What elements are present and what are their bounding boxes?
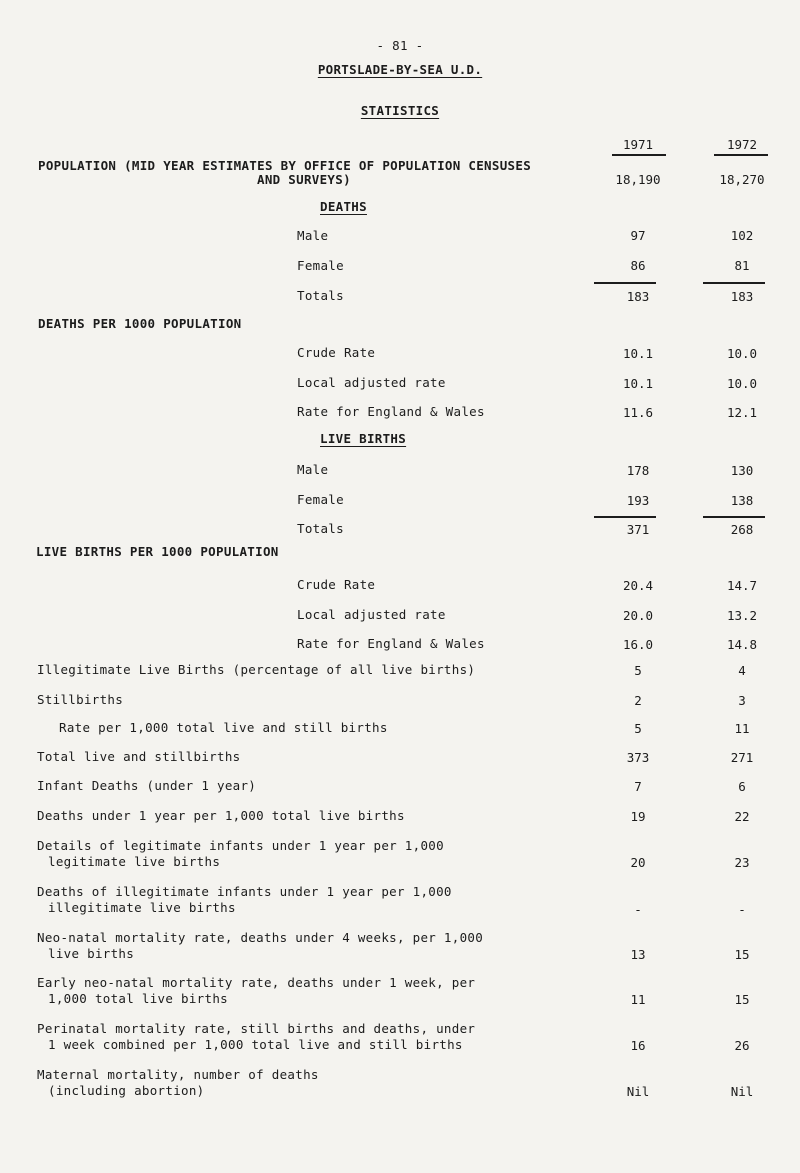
deaths-male-label: Male [297,228,329,243]
deaths-england-label: Rate for England & Wales [297,404,485,419]
maternal-label-1: Maternal mortality, number of deaths [37,1067,319,1082]
deaths-totals-1972: 183 [730,289,754,304]
illegit-births-1972: 4 [738,663,746,678]
deaths-female-label: Female [297,258,344,273]
total-live-still-1972: 271 [730,750,754,765]
births-local-1971: 20.0 [622,608,654,623]
legit-infants-1972: 23 [734,855,750,870]
births-male-label: Male [297,462,329,477]
births-england-label: Rate for England & Wales [297,636,485,651]
births-heading: LIVE BIRTHS [320,431,407,446]
births-female-label: Female [297,492,344,507]
early-neonatal-1972: 15 [734,992,750,1007]
births-england-1972: 14.8 [726,637,758,652]
births-local-label: Local adjusted rate [297,607,446,622]
deaths-under1-1972: 22 [734,809,750,824]
deaths-crude-1972: 10.0 [726,346,758,361]
perinatal-1972: 26 [734,1038,750,1053]
births-female-1971: 193 [626,493,650,508]
deaths-under1-1971: 19 [630,809,646,824]
deaths-female-1971: 86 [630,258,646,273]
deaths-male-1971: 97 [630,228,646,243]
stillbirths-1972: 3 [738,693,746,708]
births-male-1972: 130 [730,463,754,478]
total-live-still-1971: 373 [626,750,650,765]
legit-infants-label-2: legitimate live births [48,854,221,869]
births-per1000-label: LIVE BIRTHS PER 1000 POPULATION [36,544,279,559]
early-neonatal-label-1: Early neo-natal mortality rate, deaths under 1 week, per [37,975,476,990]
deaths-per1000-label: DEATHS PER 1000 POPULATION [38,316,242,331]
population-1971: 18,190 [615,172,661,187]
deaths-sum-rule-1971 [594,282,656,284]
page-number: - 81 - [376,38,424,53]
deaths-totals-1971: 183 [626,289,650,304]
population-label-2: AND SURVEYS) [257,172,351,187]
year-1971: 1971 [622,137,654,152]
births-crude-1972: 14.7 [726,578,758,593]
deaths-england-1972: 12.1 [726,405,758,420]
early-neonatal-label-2: 1,000 total live births [48,991,228,1006]
births-crude-1971: 20.4 [622,578,654,593]
births-male-1971: 178 [626,463,650,478]
deaths-local-label: Local adjusted rate [297,375,446,390]
neonatal-1972: 15 [734,947,750,962]
deaths-crude-1971: 10.1 [622,346,654,361]
births-sum-rule-1971 [594,516,656,518]
births-crude-label: Crude Rate [297,577,376,592]
infant-deaths-1971: 7 [634,779,642,794]
births-female-1972: 138 [730,493,754,508]
illegit-infants-label-2: illegitimate live births [48,900,236,915]
illegit-births-1971: 5 [634,663,642,678]
deaths-sum-rule-1972 [703,282,765,284]
births-england-1971: 16.0 [622,637,654,652]
district-title: PORTSLADE-BY-SEA U.D. [317,62,483,77]
deaths-male-1972: 102 [730,228,754,243]
infant-deaths-1972: 6 [738,779,746,794]
deaths-local-1971: 10.1 [622,376,654,391]
perinatal-label-2: 1 week combined per 1,000 total live and still births [48,1037,463,1052]
legit-infants-label-1: Details of legitimate infants under 1 year per 1,000 [37,838,444,853]
deaths-england-1971: 11.6 [622,405,654,420]
births-totals-label: Totals [297,521,344,536]
total-live-still-label: Total live and stillbirths [37,749,241,764]
year-1971-underline [612,154,666,156]
stillbirths-1971: 2 [634,693,642,708]
still-rate-label: Rate per 1,000 total live and still births [59,720,388,735]
year-1972: 1972 [726,137,758,152]
illegit-infants-label-1: Deaths of illegitimate infants under 1 year per 1,000 [37,884,452,899]
neonatal-label-1: Neo-natal mortality rate, deaths under 4 weeks, per 1,000 [37,930,484,945]
maternal-1972: Nil [730,1084,754,1099]
births-totals-1971: 371 [626,522,650,537]
deaths-under1-label: Deaths under 1 year per 1,000 total live births [37,808,405,823]
perinatal-label-1: Perinatal mortality rate, still births and deaths, under [37,1021,476,1036]
statistics-heading: STATISTICS [360,103,440,118]
deaths-crude-label: Crude Rate [297,345,376,360]
early-neonatal-1971: 11 [630,992,646,1007]
stillbirths-label: Stillbirths [37,692,124,707]
population-label-1: POPULATION (MID YEAR ESTIMATES BY OFFICE OF POPULATION CENSUSES [38,158,532,173]
deaths-local-1972: 10.0 [726,376,758,391]
perinatal-1971: 16 [630,1038,646,1053]
year-1972-underline [714,154,768,156]
births-sum-rule-1972 [703,516,765,518]
illegit-infants-1972: - [738,902,746,917]
legit-infants-1971: 20 [630,855,646,870]
illegit-births-label: Illegitimate Live Births (percentage of all live births) [37,662,476,677]
births-totals-1972: 268 [730,522,754,537]
still-rate-1971: 5 [634,721,642,736]
maternal-1971: Nil [626,1084,650,1099]
population-1972: 18,270 [719,172,765,187]
births-local-1972: 13.2 [726,608,758,623]
infant-deaths-label: Infant Deaths (under 1 year) [37,778,257,793]
neonatal-1971: 13 [630,947,646,962]
maternal-label-2: (including abortion) [48,1083,205,1098]
still-rate-1972: 11 [734,721,750,736]
neonatal-label-2: live births [48,946,135,961]
deaths-heading: DEATHS [320,199,367,214]
deaths-totals-label: Totals [297,288,344,303]
illegit-infants-1971: - [634,902,642,917]
deaths-female-1972: 81 [734,258,750,273]
